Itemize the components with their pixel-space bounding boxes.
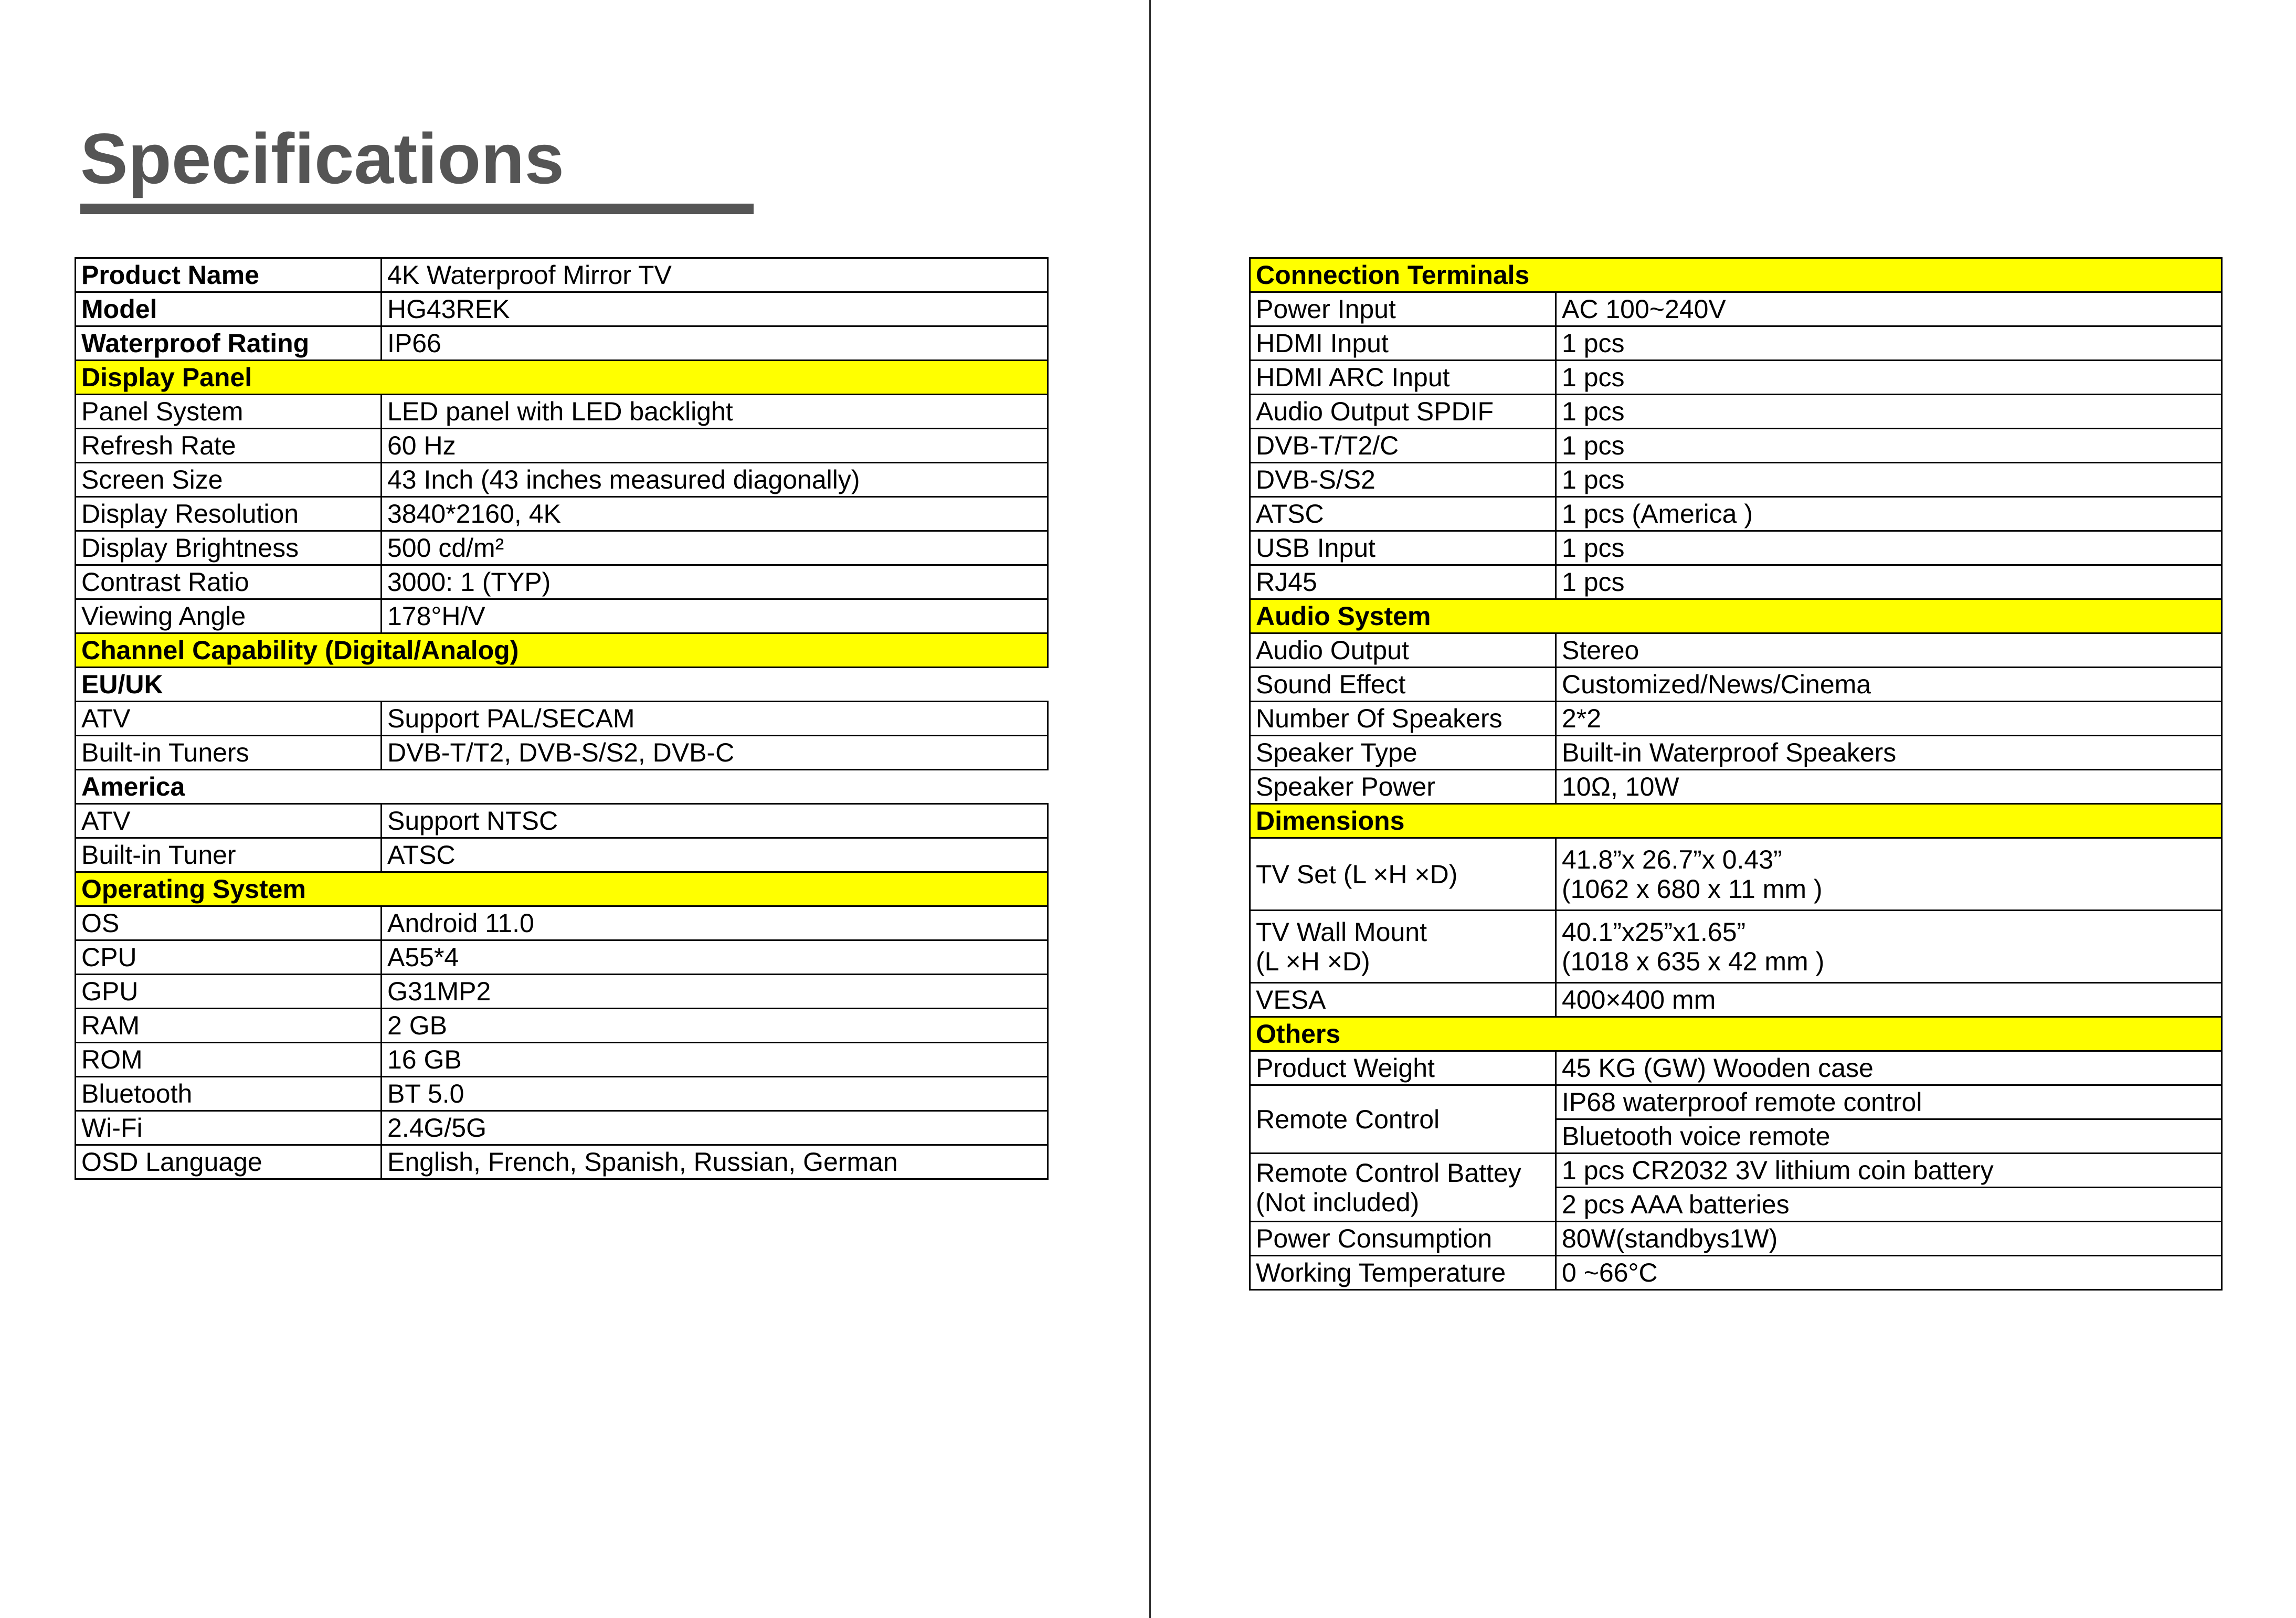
spec-value-text: HG43REK	[387, 294, 510, 324]
spec-label-text: Display Resolution	[81, 499, 299, 528]
spec-label-text: ATV	[81, 704, 131, 733]
spec-label-text: Speaker Type	[1256, 738, 1417, 767]
spec-label	[76, 258, 382, 292]
section-header-row	[76, 872, 1048, 906]
spec-label-text: Number Of Speakers	[1256, 704, 1503, 733]
table-row	[1250, 633, 2222, 668]
table-row	[1250, 702, 2222, 736]
spec-label	[1250, 497, 1556, 531]
spec-label-text: Power Consumption	[1256, 1224, 1493, 1253]
spec-label	[1250, 983, 1556, 1017]
spec-label	[76, 429, 382, 463]
spec-value	[1556, 429, 2222, 463]
page-title: Specifications	[80, 119, 565, 198]
table-row	[1250, 1222, 2222, 1256]
table-row	[76, 599, 1048, 633]
spec-value-text: 40.1”x25”x1.65”	[1562, 917, 1746, 947]
spec-value-text: Customized/News/Cinema	[1562, 670, 1871, 699]
spec-value	[382, 1077, 1048, 1111]
spec-value-text: English, French, Spanish, Russian, German	[387, 1147, 898, 1177]
region-subheader	[76, 770, 382, 804]
spec-value	[1556, 838, 2222, 911]
table-row	[1250, 1154, 2222, 1188]
spec-value-text: Support PAL/SECAM	[387, 704, 635, 733]
spec-value-text: 178°H/V	[387, 601, 485, 631]
spec-value	[1556, 463, 2222, 497]
spec-label	[76, 531, 382, 565]
table-row	[1250, 361, 2222, 395]
table-row	[1250, 983, 2222, 1017]
table-row	[76, 531, 1048, 565]
section-header	[76, 361, 1048, 395]
spec-value	[1556, 565, 2222, 599]
spec-value-text: 3000: 1 (TYP)	[387, 567, 551, 597]
table-row	[1250, 531, 2222, 565]
table-row	[76, 395, 1048, 429]
spec-label-text: Display Brightness	[81, 533, 299, 563]
spec-value	[382, 1111, 1048, 1145]
spec-label-text: Viewing Angle	[81, 601, 246, 631]
spec-value-text-2: (1062 x 680 x 11 mm )	[1562, 874, 1823, 904]
page-divider	[1149, 0, 1151, 1618]
spec-value-text: 400×400 mm	[1562, 985, 1716, 1014]
spec-value-text: 1 pcs	[1562, 533, 1625, 563]
spec-value	[1556, 1256, 2222, 1290]
spec-value	[1556, 531, 2222, 565]
table-row	[1250, 1256, 2222, 1290]
region-label: America	[81, 772, 185, 801]
spec-value-text: 1 pcs	[1562, 329, 1625, 358]
table-row	[1250, 1051, 2222, 1085]
spec-label	[1250, 838, 1556, 911]
empty-cell	[382, 770, 1048, 804]
spec-label-text: Product Weight	[1256, 1053, 1435, 1083]
section-header-row	[1250, 804, 2222, 838]
spec-value-text: 1 pcs	[1562, 431, 1625, 460]
section-label: Dimensions	[1256, 806, 1405, 836]
table-row	[76, 565, 1048, 599]
spec-value	[382, 975, 1048, 1009]
spec-label	[1250, 326, 1556, 361]
section-header	[1250, 804, 2222, 838]
spec-label	[1250, 292, 1556, 326]
table-row	[76, 975, 1048, 1009]
spec-value-text: 10Ω, 10W	[1562, 772, 1679, 801]
spec-label	[76, 395, 382, 429]
spec-label	[76, 702, 382, 736]
table-row	[76, 1043, 1048, 1077]
section-header	[1250, 599, 2222, 633]
region-subheader-row	[76, 668, 1048, 702]
table-row	[76, 463, 1048, 497]
spec-label-text: Audio Output	[1256, 636, 1409, 665]
spec-value	[382, 906, 1048, 940]
table-row	[76, 838, 1048, 872]
spec-label	[76, 1077, 382, 1111]
spec-value-text: 1 pcs	[1562, 567, 1625, 597]
spec-value	[382, 395, 1048, 429]
spec-value-text: 80W(standbys1W)	[1562, 1224, 1778, 1253]
section-header-row	[1250, 258, 2222, 292]
spec-value	[1556, 361, 2222, 395]
region-subheader-row	[76, 770, 1048, 804]
spec-label	[76, 975, 382, 1009]
spec-table-left	[75, 257, 1049, 1180]
spec-value-text: 0 ~66°C	[1562, 1258, 1658, 1287]
spec-value	[1556, 702, 2222, 736]
spec-value-text: 45 KG (GW) Wooden case	[1562, 1053, 1874, 1083]
spec-label	[76, 1111, 382, 1145]
section-header-row	[1250, 599, 2222, 633]
spec-label-text: OSD Language	[81, 1147, 262, 1177]
spec-value-text: 41.8”x 26.7”x 0.43”	[1562, 844, 1782, 874]
spec-label-text: Remote Control	[1256, 1104, 1440, 1134]
spec-value-text: IP66	[387, 329, 441, 358]
region-subheader	[76, 668, 382, 702]
spec-value-text: IP68 waterproof remote control	[1562, 1087, 1922, 1117]
spec-value	[1556, 1085, 2222, 1119]
section-label: Operating System	[81, 874, 306, 904]
spec-label-text-2: (Not included)	[1256, 1187, 1420, 1217]
spec-value	[1556, 1119, 2222, 1154]
spec-label	[1250, 1222, 1556, 1256]
spec-value-text-2: (1018 x 635 x 42 mm )	[1562, 946, 1825, 976]
spec-label-text: GPU	[81, 977, 139, 1006]
spec-label	[1250, 395, 1556, 429]
spec-label-text: Bluetooth	[81, 1079, 193, 1108]
spec-label	[76, 804, 382, 838]
spec-label	[76, 599, 382, 633]
section-header-row	[76, 633, 1048, 668]
spec-label-text: Refresh Rate	[81, 431, 236, 460]
spec-label-text: RAM	[81, 1011, 140, 1040]
spec-value-text: 500 cd/m²	[387, 533, 504, 563]
table-row	[1250, 429, 2222, 463]
spec-value	[382, 736, 1048, 770]
spec-value	[382, 1043, 1048, 1077]
spec-value-text: DVB-T/T2, DVB-S/S2, DVB-C	[387, 738, 735, 767]
spec-value-text: 1 pcs	[1562, 397, 1625, 426]
spec-label-text: Panel System	[81, 397, 244, 426]
spec-label-text: USB Input	[1256, 533, 1376, 563]
table-row	[76, 1009, 1048, 1043]
spec-value-text: 3840*2160, 4K	[387, 499, 561, 528]
spec-label	[1250, 565, 1556, 599]
spec-value	[1556, 668, 2222, 702]
spec-value-text-2: Bluetooth voice remote	[1562, 1122, 1831, 1151]
section-label: Audio System	[1256, 601, 1431, 631]
table-row	[1250, 326, 2222, 361]
spec-value-text: 1 pcs	[1562, 363, 1625, 392]
spec-value	[382, 497, 1048, 531]
spec-value	[1556, 1051, 2222, 1085]
spec-label	[1250, 531, 1556, 565]
section-label: Display Panel	[81, 363, 252, 392]
spec-value-text: 16 GB	[387, 1045, 462, 1074]
spec-value	[382, 326, 1048, 361]
spec-label-text: Waterproof Rating	[81, 329, 310, 358]
spec-label	[1250, 1154, 1556, 1222]
spec-value	[1556, 911, 2222, 983]
spec-value	[382, 1009, 1048, 1043]
spec-value-text: Stereo	[1562, 636, 1639, 665]
table-row	[1250, 838, 2222, 911]
spec-label-text-2: (L ×H ×D)	[1256, 946, 1370, 976]
spec-value	[382, 702, 1048, 736]
empty-cell	[382, 668, 1048, 702]
table-row	[1250, 911, 2222, 983]
spec-label-text: Built-in Tuners	[81, 738, 249, 767]
spec-label-text: CPU	[81, 943, 137, 972]
spec-value-text: 43 Inch (43 inches measured diagonally)	[387, 465, 860, 494]
spec-label	[76, 1043, 382, 1077]
spec-label	[1250, 361, 1556, 395]
spec-label	[1250, 429, 1556, 463]
spec-value	[382, 599, 1048, 633]
spec-label	[76, 1145, 382, 1179]
title-underline	[80, 204, 754, 214]
table-row	[76, 736, 1048, 770]
table-row	[1250, 736, 2222, 770]
table-row	[1250, 395, 2222, 429]
spec-value	[382, 838, 1048, 872]
section-header	[1250, 258, 2222, 292]
spec-value-text: 1 pcs	[1562, 465, 1625, 494]
spec-value-text: 4K Waterproof Mirror TV	[387, 260, 672, 290]
table-row	[76, 429, 1048, 463]
spec-label-text: Screen Size	[81, 465, 223, 494]
spec-value-text: Android 11.0	[387, 908, 534, 938]
spec-label-text: Product Name	[81, 260, 259, 290]
table-row	[1250, 668, 2222, 702]
spec-label	[76, 838, 382, 872]
spec-label-text: ROM	[81, 1045, 143, 1074]
spec-value-text: BT 5.0	[387, 1079, 464, 1108]
spec-value	[1556, 292, 2222, 326]
spec-value	[1556, 497, 2222, 531]
spec-label	[76, 736, 382, 770]
spec-label-text: DVB-S/S2	[1256, 465, 1376, 494]
spec-value-text: 60 Hz	[387, 431, 456, 460]
section-header	[1250, 1017, 2222, 1051]
spec-label	[76, 292, 382, 326]
spec-value	[382, 531, 1048, 565]
spec-value	[382, 463, 1048, 497]
spec-value-text: 2*2	[1562, 704, 1602, 733]
spec-value	[382, 940, 1048, 975]
spec-value	[1556, 770, 2222, 804]
spec-value	[382, 258, 1048, 292]
spec-label-text: OS	[81, 908, 120, 938]
spec-value	[1556, 633, 2222, 668]
spec-value-text: 2 GB	[387, 1011, 447, 1040]
spec-value-text: 1 pcs CR2032 3V lithium coin battery	[1562, 1156, 1994, 1185]
spec-label-text: Power Input	[1256, 294, 1396, 324]
spec-value-text: ATSC	[387, 840, 456, 870]
spec-value	[382, 429, 1048, 463]
spec-label	[1250, 1051, 1556, 1085]
table-row	[1250, 497, 2222, 531]
spec-label-text: Audio Output SPDIF	[1256, 397, 1494, 426]
spec-label-text: Wi-Fi	[81, 1113, 143, 1143]
table-row	[76, 1111, 1048, 1145]
spec-label-text: ATV	[81, 806, 131, 836]
table-row	[1250, 463, 2222, 497]
spec-label	[76, 463, 382, 497]
spec-label	[1250, 736, 1556, 770]
table-row	[1250, 565, 2222, 599]
spec-label	[1250, 1085, 1556, 1154]
spec-label-text: RJ45	[1256, 567, 1317, 597]
spec-label-text: VESA	[1256, 985, 1326, 1014]
spec-label-text: TV Wall Mount	[1256, 917, 1427, 947]
section-label: Connection Terminals	[1256, 260, 1530, 290]
spec-label	[76, 326, 382, 361]
table-row	[76, 326, 1048, 361]
spec-value-text: AC 100~240V	[1562, 294, 1726, 324]
spec-label	[76, 565, 382, 599]
spec-value	[1556, 1154, 2222, 1188]
spec-value-text: Support NTSC	[387, 806, 558, 836]
spec-label-text: Contrast Ratio	[81, 567, 249, 597]
spec-label	[76, 906, 382, 940]
spec-value-text: G31MP2	[387, 977, 491, 1006]
spec-label	[1250, 668, 1556, 702]
spec-value-text: 2.4G/5G	[387, 1113, 486, 1143]
spec-label	[1250, 770, 1556, 804]
spec-label-text: TV Set (L ×H ×D)	[1256, 859, 1458, 889]
spec-label	[1250, 1256, 1556, 1290]
spec-value	[1556, 1222, 2222, 1256]
spec-label	[76, 497, 382, 531]
spec-label	[1250, 911, 1556, 983]
spec-label-text: Remote Control Battey	[1256, 1158, 1521, 1188]
spec-label	[76, 1009, 382, 1043]
spec-label	[1250, 633, 1556, 668]
table-row	[76, 292, 1048, 326]
section-header	[76, 872, 1048, 906]
spec-value-text-2: 2 pcs AAA batteries	[1562, 1190, 1790, 1219]
spec-value	[1556, 983, 2222, 1017]
spec-value	[1556, 326, 2222, 361]
spec-label-text: DVB-T/T2/C	[1256, 431, 1399, 460]
table-row	[1250, 292, 2222, 326]
spec-label-text: Model	[81, 294, 157, 324]
spec-label-text: Sound Effect	[1256, 670, 1406, 699]
spec-label	[1250, 463, 1556, 497]
region-label: EU/UK	[81, 670, 163, 699]
spec-value-text: Built-in Waterproof Speakers	[1562, 738, 1897, 767]
section-label: Others	[1256, 1019, 1341, 1049]
section-header-row	[76, 361, 1048, 395]
spec-value	[1556, 1188, 2222, 1222]
spec-label-text: HDMI ARC Input	[1256, 363, 1450, 392]
spec-value	[1556, 395, 2222, 429]
spec-label-text: Working Temperature	[1256, 1258, 1506, 1287]
table-row	[76, 1077, 1048, 1111]
spec-value	[382, 292, 1048, 326]
section-header	[76, 633, 1048, 668]
spec-value-text: 1 pcs (America )	[1562, 499, 1753, 528]
spec-label-text: Built-in Tuner	[81, 840, 236, 870]
spec-value	[382, 1145, 1048, 1179]
table-row	[76, 702, 1048, 736]
spec-value	[382, 804, 1048, 838]
spec-value-text: A55*4	[387, 943, 459, 972]
spec-label-text: Speaker Power	[1256, 772, 1435, 801]
spec-value	[382, 565, 1048, 599]
table-row	[76, 1145, 1048, 1179]
table-row	[1250, 770, 2222, 804]
spec-value	[1556, 736, 2222, 770]
section-label: Channel Capability (Digital/Analog)	[81, 636, 519, 665]
spec-label	[76, 940, 382, 975]
spec-label-text: HDMI Input	[1256, 329, 1389, 358]
table-row	[76, 940, 1048, 975]
spec-label	[1250, 702, 1556, 736]
spec-value-text: LED panel with LED backlight	[387, 397, 733, 426]
table-row	[76, 906, 1048, 940]
spec-table-right	[1249, 257, 2223, 1291]
spec-label-text: ATSC	[1256, 499, 1324, 528]
table-row	[76, 804, 1048, 838]
section-header-row	[1250, 1017, 2222, 1051]
table-row	[76, 497, 1048, 531]
table-row	[76, 258, 1048, 292]
table-row	[1250, 1085, 2222, 1119]
